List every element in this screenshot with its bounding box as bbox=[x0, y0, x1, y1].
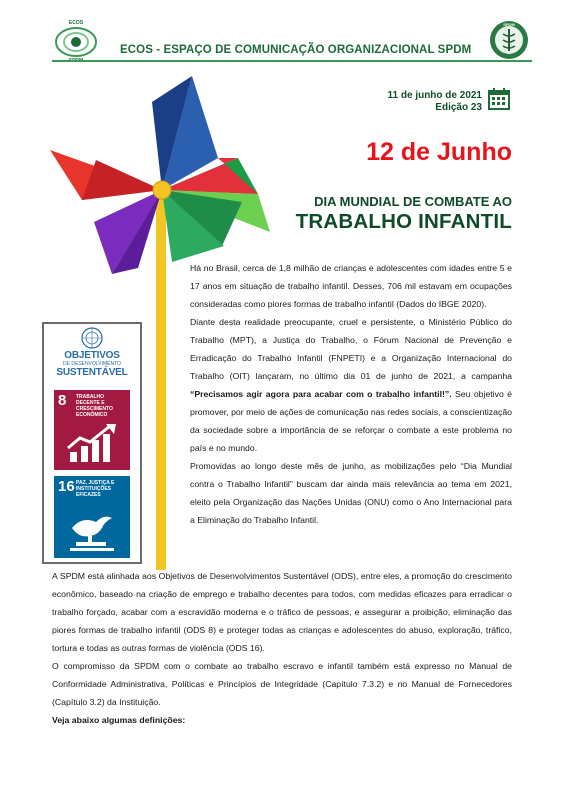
ods-panel bbox=[42, 322, 142, 564]
un-emblem-icon bbox=[80, 326, 104, 350]
sdg-goal-8 bbox=[54, 390, 130, 470]
ods-header bbox=[44, 324, 140, 388]
edition-number: Edição 23 bbox=[435, 102, 482, 113]
article-body-top bbox=[190, 259, 512, 529]
sdg-goal-8-number: 8 bbox=[58, 392, 67, 409]
edition-date: 11 de junho de 2021 bbox=[387, 90, 482, 101]
paragraph-3: Promovidas ao longo deste mês de junho, as mobilizações pelo “Dia Mundial contra o Trabalho Infantil” buscam dar ainda mais relevância ao tema em 2021, eleito pela Organização das Nações Unidas (ONU) como o Ano Internacional para a Eliminação do Trabalho Infantil. bbox=[190, 461, 512, 525]
ecos-logo-icon bbox=[52, 18, 100, 64]
paragraph-5: O compromisso da SPDM com o combate ao trabalho escravo e infantil também está expresso no Manual de Conformidade Administrativa, Políticas e Princípios de Integridade (Capítulo 7.3.2) e no Manual de Fornecedores (Capítulo 3.2) da Instituição. bbox=[52, 661, 512, 707]
header-title: ECOS - ESPAÇO DE COMUNICAÇÃO ORGANIZACIONAL SPDM bbox=[120, 44, 472, 56]
dove-gavel-icon bbox=[66, 510, 118, 554]
definitions-heading: Veja abaixo algumas definições: bbox=[52, 715, 186, 725]
paragraph-2-end: Seu objetivo é promover, por meio de ações de comunicação nas redes sociais, a conscientização da sociedade sobre a importância de se reforçar o combate a este problema no país e no mundo. bbox=[190, 389, 512, 453]
growth-chart-icon bbox=[66, 424, 118, 464]
calendar-icon bbox=[488, 88, 510, 110]
ods-title-bottom: SUSTENTÁVEL bbox=[56, 367, 128, 378]
paragraph-1: Há no Brasil, cerca de 1,8 milhão de crianças e adolescentes com idades entre 5 e 17 anos em situação de trabalho infantil. Desses, 706 mil estavam em ocupações consideradas como piores formas de trabalho infantil (Dados do IBGE 2020). bbox=[190, 263, 512, 309]
sdg-goal-16 bbox=[54, 476, 130, 558]
spdm-logo-text: SPDM bbox=[503, 22, 515, 27]
ods-title-top: OBJETIVOS bbox=[64, 350, 120, 361]
sdg-goal-16-number: 16 bbox=[58, 478, 75, 495]
paragraph-4: A SPDM está alinhada aos Objetivos de Desenvolvimentos Sustentável (ODS), entre eles, a promoção do crescimento econômico, baseado na criação de emprego e trabalho decentes para todos, com medidas eficazes para erradicar o trabalho forçado, acabar com a escravidão moderna e o tráfico de pessoas, e assegurar a proibição, eliminação das piores formas de trabalho infantil (ODS 8) e proteger todas as crianças e adolescentes do abuso, exploração, tráfico, tortura e todas as outras formas de violência (ODS 16). bbox=[52, 571, 512, 653]
article-body-bottom bbox=[52, 567, 512, 729]
headline-line2: TRABALHO INFANTIL bbox=[295, 210, 512, 233]
campaign-slogan: “Precisamos agir agora para acabar com o trabalho infantil!”. bbox=[190, 389, 452, 399]
edition-info bbox=[360, 90, 482, 114]
paragraph-2-start: Diante desta realidade preocupante, cruel e persistente, o Ministério Público do Trabalho (MPT), a Justiça do Trabalho, o Fórum Nacional de Prevenção e Erradicação do Trabalho Infantil (FNPETI) e a Organização Internacional do Trabalho (OIT) lançaram, no último dia 01 de junho de 2021, a campanha bbox=[190, 317, 512, 381]
paragraph-2 bbox=[190, 313, 512, 457]
ods-title-mid: DE DESENVOLVIMENTO bbox=[63, 361, 121, 367]
headline-date: 12 de Junho bbox=[366, 138, 512, 166]
ecos-logo-text: ECOS bbox=[68, 20, 84, 26]
sdg-goal-8-label: TRABALHO DECENTE E CRESCIMENTO ECONÔMICO bbox=[76, 394, 113, 418]
spdm-logo-icon bbox=[487, 18, 531, 62]
headline-line1: DIA MUNDIAL DE COMBATE AO bbox=[314, 194, 512, 209]
header-divider bbox=[52, 60, 532, 62]
sdg-goal-16-label: PAZ, JUSTIÇA E INSTITUIÇÕES EFICAZES bbox=[76, 480, 115, 498]
